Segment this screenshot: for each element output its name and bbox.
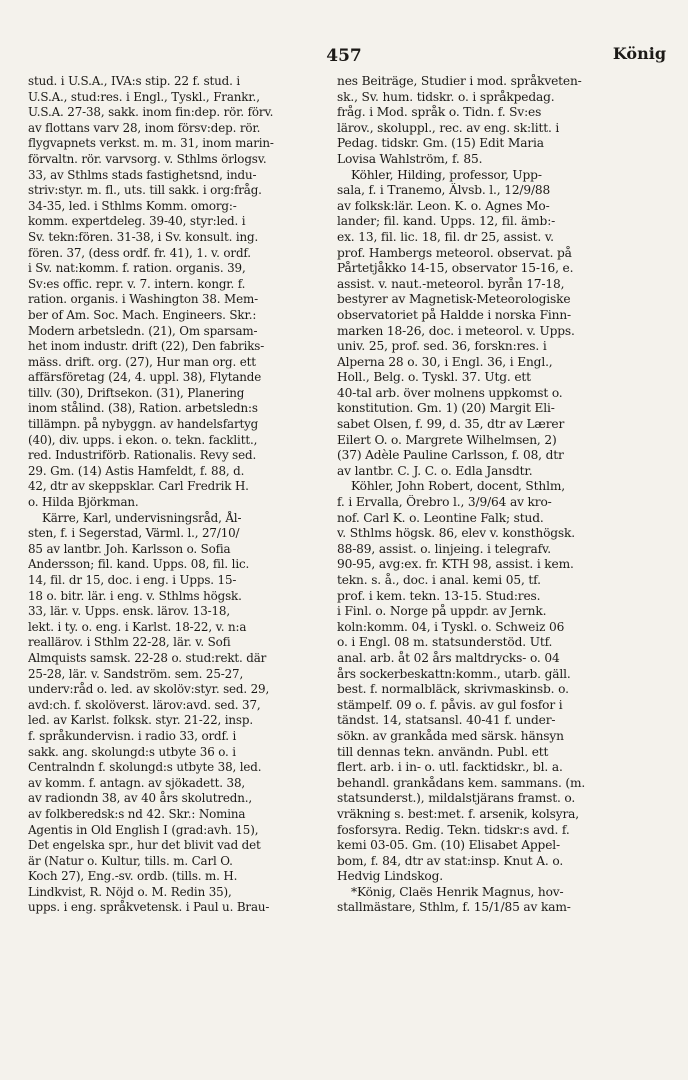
text-line: Sv:es offic. repr. v. 7. intern. kongr. f.: [28, 276, 246, 291]
left-column: [28, 74, 332, 916]
text-line: statsunderst.), mildalstjärans framst. o.: [337, 791, 576, 806]
text-line: i Sv. nat:komm. f. ration. organis. 39,: [28, 261, 246, 276]
text-line: avd:ch. f. skolöverst. lärov:avd. sed. 37,: [28, 697, 261, 712]
text-line: Holl., Belg. o. Tyskl. 37. Utg. ett: [337, 370, 531, 385]
text-line: Centralndn f. skolungd:s utbyte 38, led.: [28, 760, 262, 775]
text-line: stallmästare, Sthlm, f. 15/1/85 av kam-: [337, 900, 571, 915]
text-line: univ. 25, prof. sed. 36, forskn:res. i: [337, 339, 547, 354]
entry-start-line: Köhler, John Robert, docent, Sthlm,: [351, 479, 565, 494]
text-line: sökn. av grankåda med särsk. hänsyn: [337, 728, 564, 743]
text-line: års sockerbeskattn:komm., utarb. gäll.: [337, 666, 571, 681]
text-line: 88-89, assist. o. linjeing. i telegrafv.: [337, 541, 551, 556]
text-line: tillämpn. på nybyggn. av handelsfartyg: [28, 417, 259, 432]
text-line: led. av Karlst. folksk. styr. 21-22, insp.: [28, 713, 253, 728]
text-line: Pedag. tidskr. Gm. (15) Edit Maria: [337, 136, 544, 151]
text-line: U.S.A. 27-38, sakk. inom fin:dep. rör. förv.: [28, 105, 274, 120]
text-line: bom, f. 84, dtr av stat:insp. Knut A. o.: [337, 853, 564, 868]
text-line: anal. arb. åt 02 års maltdrycks- o. 04: [337, 650, 560, 665]
text-line: Hedvig Lindskog.: [337, 869, 443, 884]
text-line: prof. i kem. tekn. 13-15. Stud:res.: [337, 588, 541, 603]
text-line: stud. i U.S.A., IVA:s stip. 22 f. stud. i: [28, 74, 241, 88]
text-line: het inom industr. drift (22), Den fabriks-: [28, 339, 265, 354]
text-line: f. i Ervalla, Örebro l., 3/9/64 av kro-: [337, 495, 552, 510]
text-line: tekn. s. å., doc. i anal. kemi 05, tf.: [337, 573, 541, 587]
text-line: fråg. i Mod. språk o. Tidn. f. Sv:es: [337, 105, 542, 120]
text-line: bestyrer av Magnetisk-Meteorologiske: [337, 292, 571, 307]
text-line: fören. 37, (dess ordf. fr. 41), 1. v. ordf.: [28, 245, 251, 260]
text-line: konstitution. Gm. 1) (20) Margit Eli-: [337, 401, 555, 416]
text-line: striv:styr. m. fl., uts. till sakk. i org:fråg.: [28, 183, 262, 198]
text-line: ration. organis. i Washington 38. Mem-: [28, 292, 258, 307]
text-line: ex. 13, fil. lic. 18, fil. dr 25, assist. v.: [337, 229, 554, 244]
text-line: vräkning s. best:met. f. arsenik, kolsyra,: [337, 806, 580, 821]
text-line: stämpelf. 09 o. f. påvis. av gul fosfor i: [337, 697, 563, 712]
text-line: tändst. 14, statsansl. 40-41 f. under-: [337, 713, 556, 728]
text-line: tillv. (30), Driftsekon. (31), Planering: [28, 385, 245, 400]
text-line: 90-95, avg:ex. fr. KTH 98, assist. i kem.: [337, 557, 574, 572]
text-line: 40-tal arb. över molnens uppkomst o.: [337, 385, 563, 400]
text-line: affärsföretag (24, 4. uppl. 38), Flytande: [28, 370, 262, 385]
text-line: v. Sthlms högsk. 86, elev v. konsthögsk.: [337, 526, 575, 541]
text-line: sabet Olsen, f. 99, d. 35, dtr av Lærer: [337, 417, 565, 432]
text-line: 34-35, led. i Sthlms Komm. omorg:-: [28, 198, 237, 213]
text-line: marken 18-26, doc. i meteorol. v. Upps.: [337, 323, 575, 338]
text-line: lekt. i ty. o. eng. i Karlst. 18-22, v. n:a: [28, 619, 247, 634]
text-line: (37) Adèle Pauline Carlsson, f. 08, dtr: [337, 448, 564, 463]
text-line: kemi 03-05. Gm. (10) Elisabet Appel-: [337, 838, 560, 853]
text-line: Modern arbetsledn. (21), Om sparsam-: [28, 323, 258, 338]
text-line: assist. v. naut.-meteorol. byrån 17-18,: [337, 276, 565, 291]
text-line: av folksk:lär. Leon. K. o. Agnes Mo-: [337, 198, 550, 213]
text-line: behandl. grankådans kem. sammans. (m.: [337, 775, 586, 790]
text-line: underv:råd o. led. av skolöv:styr. sed. 29,: [28, 682, 270, 697]
text-line: 42, dtr av skeppsklar. Carl Fredrik H.: [28, 479, 249, 494]
text-line: av flottans varv 28, inom försv:dep. rör.: [28, 120, 261, 135]
text-line: best. f. normalbläck, skrivmaskinsb. o.: [337, 682, 569, 697]
text-line: sala, f. i Tranemo, Älvsb. l., 12/9/88: [337, 183, 551, 198]
text-line: av komm. f. antagn. av sjökadett. 38,: [28, 775, 245, 790]
text-line: upps. i eng. språkvetensk. i Paul u. Brau-: [28, 900, 270, 915]
text-line: sk., Sv. hum. tidskr. o. i språkpedag.: [337, 89, 555, 104]
text-line: Andersson; fil. kand. Upps. 08, fil. lic.: [28, 557, 250, 572]
text-line: av lantbr. C. J. C. o. Edla Jansdtr.: [337, 463, 533, 478]
text-line: sakk. ang. skolungd:s utbyte 36 o. i: [28, 744, 236, 759]
text-line: nes Beiträge, Studier i mod. språkveten-: [337, 74, 582, 88]
text-line: är (Natur o. Kultur, tills. m. Carl O.: [28, 853, 233, 868]
running-head: König: [612, 44, 666, 63]
text-line: av radiondn 38, av 40 års skolutredn.,: [28, 791, 253, 806]
text-line: Koch 27), Eng.-sv. ordb. (tills. m. H.: [28, 869, 238, 884]
text-line: red. Industriförb. Rationalis. Revy sed.: [28, 448, 257, 463]
text-line: o. i Engl. 08 m. statsunderstöd. Utf.: [337, 635, 553, 650]
text-line: 29. Gm. (14) Astis Hamfeldt, f. 88, d.: [28, 463, 245, 478]
text-line: inom stålind. (38), Ration. arbetsledn:s: [28, 401, 258, 416]
text-line: lander; fil. kand. Upps. 12, fil. ämb:-: [337, 214, 556, 229]
text-line: av folkberedsk:s nd 42. Skr.: Nomina: [28, 806, 246, 821]
text-line: o. Hilda Björkman.: [28, 495, 139, 510]
text-line: Lovisa Wahlström, f. 85.: [337, 151, 483, 166]
text-line: sten, f. i Segerstad, Värml. l., 27/10/: [28, 526, 240, 541]
text-line: 33, av Sthlms stads fastighetsnd, indu-: [28, 167, 257, 182]
text-line: Eilert O. o. Margrete Wilhelmsen, 2): [337, 432, 557, 447]
text-line: komm. expertdeleg. 39-40, styr:led. i: [28, 214, 246, 229]
text-line: f. språkundervisn. i radio 33, ordf. i: [28, 728, 237, 743]
text-line: Pårtetjåkko 14-15, observator 15-16, e.: [337, 261, 574, 276]
text-line: koln:komm. 04, i Tyskl. o. Schweiz 06: [337, 619, 565, 634]
text-line: fosforsyra. Redig. Tekn. tidskr:s avd. f.: [337, 822, 570, 837]
text-line: Alperna 28 o. 30, i Engl. 36, i Engl.,: [337, 354, 553, 369]
text-line: lärov., skoluppl., rec. av eng. sk:litt. i: [337, 120, 560, 135]
text-line: (40), div. upps. i ekon. o. tekn. facklitt.,: [28, 432, 258, 447]
text-line: flygvapnets verkst. m. m. 31, inom marin-: [28, 136, 274, 151]
page-number: 457: [326, 46, 362, 66]
text-line: 14, fil. dr 15, doc. i eng. i Upps. 15-: [28, 573, 237, 587]
text-line: 33, lär. v. Upps. ensk. lärov. 13-18,: [28, 604, 230, 619]
text-line: reallärov. i Sthlm 22-28, lär. v. Sofi: [28, 635, 231, 650]
text-line: Sv. tekn:fören. 31-38, i Sv. konsult. ing.: [28, 229, 259, 244]
text-line: ber of Am. Soc. Mach. Engineers. Skr.:: [28, 307, 257, 322]
entry-start-line: Kärre, Karl, undervisningsråd, Ål-: [42, 510, 242, 525]
entry-start-line: *König, Claës Henrik Magnus, hov-: [351, 884, 564, 899]
text-line: 25-28, lär. v. Sandström. sem. 25-27,: [28, 666, 244, 681]
text-line: till dennas tekn. användn. Publ. ett: [337, 744, 549, 759]
text-line: nof. Carl K. o. Leontine Falk; stud.: [337, 510, 544, 525]
text-line: förvaltn. rör. varvsorg. v. Sthlms örlogsv.: [28, 151, 267, 166]
text-line: U.S.A., stud:res. i Engl., Tyskl., Frankr.,: [28, 89, 260, 104]
text-line: 85 av lantbr. Joh. Karlsson o. Sofia: [28, 541, 231, 556]
right-column: [337, 74, 661, 916]
text-line: mäss. drift. org. (27), Hur man org. ett: [28, 354, 256, 369]
text-line: Lindkvist, R. Nöjd o. M. Redin 35),: [28, 884, 232, 899]
text-line: 18 o. bitr. lär. i eng. v. Sthlms högsk.: [28, 588, 242, 603]
entry-start-line: Köhler, Hilding, professor, Upp-: [351, 167, 542, 182]
text-line: Det engelska spr., hur det blivit vad det: [28, 838, 261, 853]
text-line: prof. Hambergs meteorol. observat. på: [337, 245, 572, 260]
text-line: Almquists samsk. 22-28 o. stud:rekt. där: [28, 650, 267, 665]
text-line: flert. arb. i in- o. utl. facktidskr., bl. a.: [337, 760, 563, 775]
text-line: Agentis in Old English I (grad:avh. 15),: [28, 822, 259, 837]
text-line: i Finl. o. Norge på uppdr. av Jernk.: [337, 604, 547, 619]
text-line: observatoriet på Haldde i norska Finn-: [337, 307, 571, 322]
